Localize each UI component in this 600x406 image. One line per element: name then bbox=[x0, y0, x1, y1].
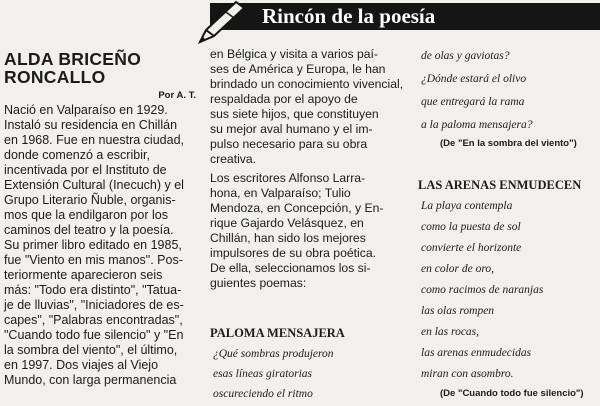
poem-verse: como la puesta de sol bbox=[421, 221, 521, 233]
bio-line: impulsores de su obra poética. bbox=[210, 246, 376, 260]
poem-verse: de olas y gaviotas? bbox=[421, 50, 510, 62]
bio-line: Nació en Valparaíso en 1929. bbox=[4, 103, 168, 117]
poem-verse: La playa contempla bbox=[421, 200, 513, 212]
bio-line: Instaló su residencia en Chillán bbox=[4, 118, 178, 132]
bio-line: Mendoza, en Concepción, y En- bbox=[210, 201, 384, 215]
author-name-line2: RONCALLO bbox=[4, 67, 106, 87]
poem-verse: oscureciendo el ritmo bbox=[213, 388, 313, 400]
bio-line: incentivada por el Instituto de bbox=[4, 163, 167, 177]
poem-verse: las olas rompen bbox=[421, 305, 495, 317]
bio-line: capes", "Palabras encontradas", bbox=[4, 313, 183, 327]
bio-line: más: "Todo era distinto", "Tatua- bbox=[4, 283, 182, 297]
byline: Por A. T. bbox=[158, 90, 196, 101]
poem-title: PALOMA MENSAJERA bbox=[210, 326, 345, 340]
bio-line: en Bélgica y visita a varios paí- bbox=[210, 47, 378, 61]
bio-line: pulso necesario para su obra bbox=[210, 137, 368, 151]
bio-line: ses de América y Europa, le han bbox=[210, 62, 386, 76]
bio-line: hona, en Valparaíso; Tulio bbox=[210, 186, 351, 200]
bio-line: Su primer libro editado en 1985, bbox=[4, 238, 182, 252]
bio-line: en 1968. Fue en nuestra ciudad, bbox=[4, 133, 184, 147]
poem-verse: ¿Qué sombras produjeron bbox=[213, 348, 334, 360]
bio-line: brindado un conocimiento vivencial, bbox=[210, 77, 404, 91]
bio-line: la sombra del viento", el último, bbox=[4, 343, 178, 357]
poem-verse: ¿Dónde estará el olivo bbox=[421, 73, 527, 85]
poem-title: LAS ARENAS ENMUDECEN bbox=[418, 178, 582, 192]
poem-verse: convierte el horizonte bbox=[421, 242, 522, 254]
bio-line: creativa. bbox=[210, 152, 257, 166]
bio-line: respaldada por el apoyo de bbox=[210, 92, 358, 106]
section-title: Rincón de la poesía bbox=[262, 4, 436, 28]
bio-line: Extensión Cultural (Inecuch) y el bbox=[4, 178, 184, 192]
poem-verse: en las rocas, bbox=[421, 326, 480, 338]
bio-line: De ella, seleccionamos los si- bbox=[210, 261, 371, 275]
bio-line: Mundo, con larga permanencia bbox=[4, 373, 177, 387]
poem-source: (De "En la sombra del viento") bbox=[440, 138, 577, 149]
author-name-line1: ALDA BRICEÑO bbox=[4, 49, 142, 69]
poem-source: (De "Cuando todo fue silencio") bbox=[440, 388, 584, 399]
bio-line: Los escritores Alfonso Larra- bbox=[210, 171, 366, 185]
bio-line: su mejor aval humano y el im- bbox=[210, 122, 373, 136]
bio-line: Grupo Literario Ñuble, organis- bbox=[4, 193, 176, 207]
bio-line: mos que la endilgaron por los bbox=[4, 208, 168, 222]
poem-verse: en color de oro, bbox=[421, 263, 495, 275]
bio-line: teriormente aparecieron seis bbox=[4, 268, 163, 282]
bio-line: sus siete hijos, que constituyen bbox=[210, 107, 379, 121]
poem-verse: a la paloma mensajera? bbox=[421, 119, 533, 131]
poem-verse: como racimos de naranjas bbox=[421, 284, 544, 296]
bio-line: donde comenzó a escribir, bbox=[4, 148, 150, 162]
bio-line: fue "Viento en mis manos". Pos- bbox=[4, 253, 183, 267]
bio-line: caminos del teatro y la poesía. bbox=[4, 223, 174, 237]
pen-icon bbox=[196, 0, 248, 44]
poem-verse: que entregará la rama bbox=[421, 96, 525, 108]
poem-verse: miran con asombro. bbox=[421, 368, 514, 380]
poem-verse: las arenas enmudecidas bbox=[421, 347, 532, 359]
bio-line: "Cuando todo fue silencio" y "En bbox=[4, 328, 184, 342]
bio-line: je de lluvias", "Iniciadores de es- bbox=[4, 298, 184, 312]
bio-line: Chillán, han sido los mejores bbox=[210, 231, 366, 245]
section-banner bbox=[210, 3, 600, 30]
bio-line: en 1997. Dos viajes al Viejo bbox=[4, 358, 159, 372]
bio-line: rique Gajardo Velásquez, en bbox=[210, 216, 364, 230]
poem-verse: esas líneas giratorias bbox=[213, 368, 313, 380]
bio-line: guientes poemas: bbox=[210, 276, 307, 290]
